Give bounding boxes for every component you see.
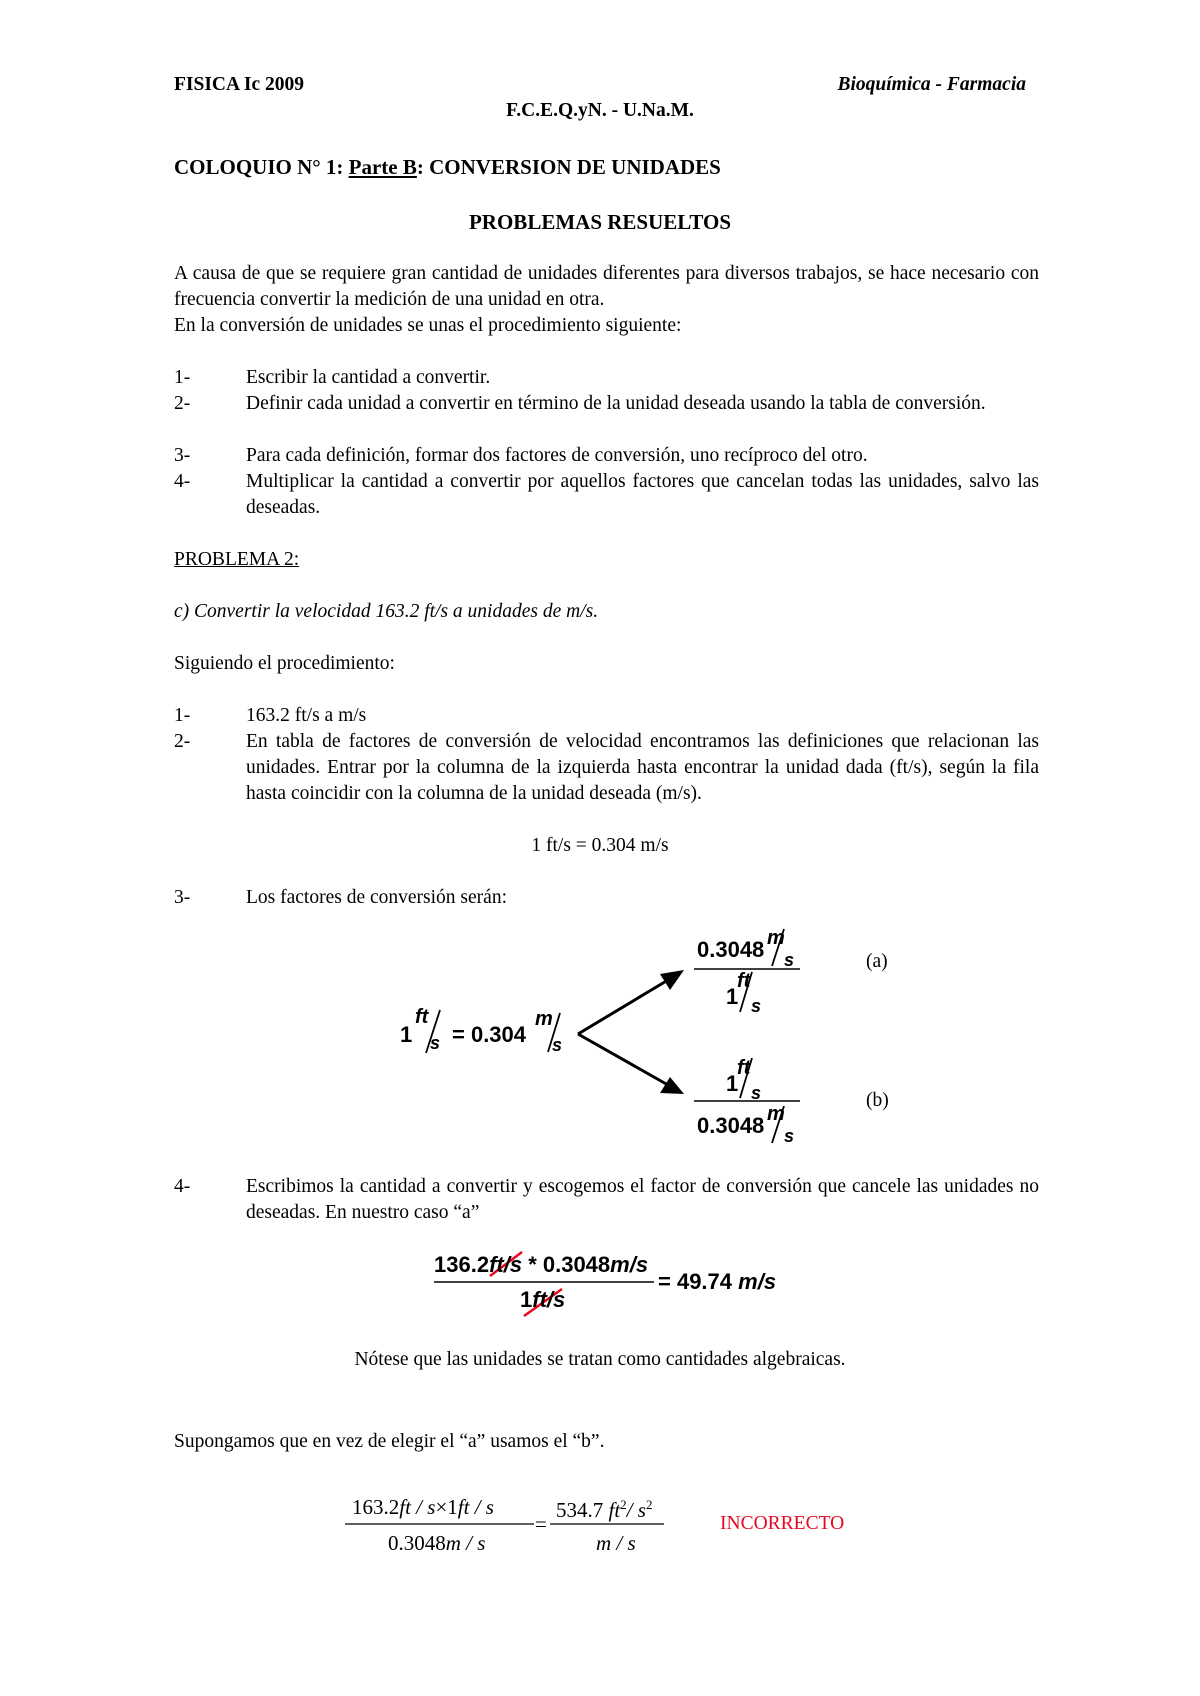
factor-b-num-s: s [751,1083,762,1103]
procedure-lead: Siguiendo el procedimiento: [174,653,395,674]
equivalence: 1 ft/s = 0.304 m/s [531,835,669,856]
factor-a-den-s: s [751,996,762,1016]
factor-a-den-one: 1 [726,984,739,1009]
left-one: 1 [400,1022,413,1047]
header-left: FISICA Ic 2009 [174,74,305,95]
left-ft: ft [415,1006,429,1028]
intro-paragraph-2: En la conversión de unidades se unas el procedimiento siguiente: [174,315,682,336]
wrong-den-1: 0.3048m / s [388,1531,486,1555]
problem-heading: PROBLEMA 2: [174,549,300,570]
title-prefix: COLOQUIO N° 1: [174,155,349,179]
factor-b-num-ft: ft [737,1057,751,1079]
left-m: m [535,1008,553,1030]
wrong-equals: = [535,1512,547,1536]
wrong-den-2: m / s [596,1531,636,1555]
suppose-text: Supongamos que en vez de elegir el “a” usamos el “b”. [174,1431,605,1452]
incorrect-label: INCORRECTO [720,1513,845,1534]
intro-paragraph: A causa de que se requiere gran cantidad de unidades diferentes para diversos trabajos, se hace necesario con frecuencia convertir la medición de una unidad en otra. [174,263,1039,310]
arrowhead-a [660,970,684,990]
document-page: FISICA Ic 2009 Bioquímica - Farmacia F.C.E.Q.yN. - U.Na.M. COLOQUIO N° 1: Parte B: CONVERSION DE UNIDADES PROBLEMAS RESUELTOS A causa de que se requiere gran cantidad de unidades diferentes para diversos trabajos, se hace necesario con frecuencia convertir la medición de una unidad en otra. En la conversión de unidades se unas el procedimiento siguiente: 1- Escribir la cantidad a convertir. 2- Definir cada unidad a convertir en término de la unidad deseada usando la tabla de conversión. 3- Para cada definición, formar dos factores de conversión, uno recíproco del otro. 4- Multiplicar la cantidad a convertir por aquellos factores que cancelan todas las unidades, salvo las deseadas. PROBLEMA 2: c) Convertir la velocidad 163.2 ft/s a unidades de m/s. Siguiendo el procedimiento: 1- 163.2 ft/s a m/s 2- En tabla de factores de conversión de velocidad encontramos las definiciones que relacionan las unidades. Entrar por la columna de la izquierda hasta encontrar la unidad dada (ft/s), según la fila hasta coincidir con la columna de la unidad deseada (m/s). 1 ft/s = 0.304 m/s 3- Los factores de conversión serán: 1 ft s = 0.304 m s 0.3048 m s 1 ft s (a) 1 ft s 0.3048 m s (b) 4- Escribimos la cantidad a convertir y escogemos el factor de conversión que cancele las unidades no deseadas. En nuestro caso “a” 136.2ft/s * 0.3048m/s 1ft/s = 49.74 m/s Nótese que las unidades se tratan como cantidades algebraicas. Supongamos que en vez de elegir el “a” usamos el “b”. 163.2ft / s×1ft / s 0.3048m / s = 534.7 $ft^2/$ $s^2$ m / s INCORRECTO [0,0,1200,1696]
subtitle: PROBLEMAS RESUELTOS [468,210,731,234]
header-right: Bioquímica - Farmacia [837,74,1026,95]
wrong-num-2: 534.7 $ft^2/$ $s^2$ [556,1497,653,1522]
calc-denominator: 1ft/s [520,1287,566,1312]
factor-a-num: 0.3048 [697,937,765,962]
factor-b-den: 0.3048 [697,1113,765,1138]
arrow-to-a [578,980,668,1034]
factor-b-num-one: 1 [726,1071,739,1096]
factor-a-num-s: s [784,950,795,970]
factor-b-den-m: m [767,1103,785,1125]
calc-result: = 49.74 m/s [658,1269,777,1294]
wrong-num-1: 163.2ft / s×1ft / s [352,1495,494,1519]
problem-statement: c) Convertir la velocidad 163.2 ft/s a unidades de m/s. [174,601,599,622]
factor-b-den-s: s [784,1126,795,1146]
label-b: (b) [866,1090,889,1111]
label-a: (a) [866,951,888,972]
arrow-to-b [578,1034,668,1085]
title-suffix: : CONVERSION DE UNIDADES [416,155,721,179]
header-center: F.C.E.Q.yN. - U.Na.M. [506,100,694,121]
factor-a-den-ft: ft [737,970,751,992]
factor-a-num-m: m [767,927,785,949]
left-s: s [430,1033,441,1053]
title-part: Parte B [348,155,417,179]
arrowhead-b [660,1077,684,1094]
algebra-note: Nótese que las unidades se tratan como cantidades algebraicas. [354,1349,846,1370]
calc-numerator: 136.2ft/s * 0.3048m/s [434,1252,649,1277]
left-s2: s [552,1035,563,1055]
left-eq: = 0.304 [452,1022,527,1047]
